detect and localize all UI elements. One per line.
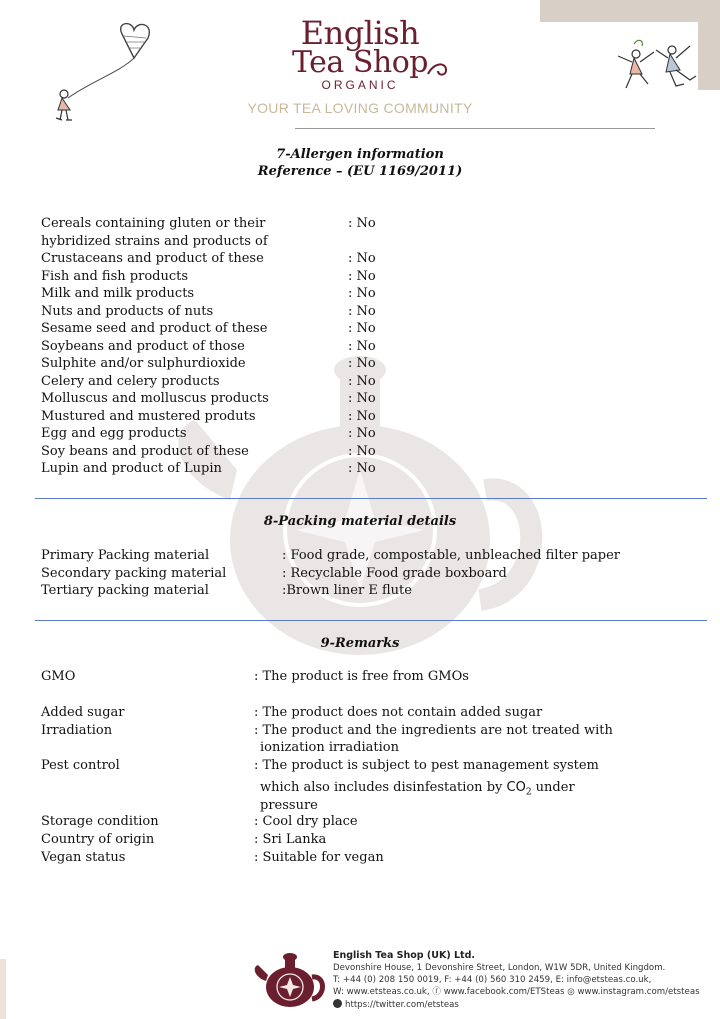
remark-value-text: under	[531, 780, 575, 795]
remark-label: Country of origin	[41, 832, 155, 847]
co2-formula: CO	[506, 780, 526, 795]
remark-label: Pest control	[41, 758, 120, 773]
allergen-value: : No	[348, 338, 376, 354]
footer-address: Devonshire House, 1 Devonshire Street, London, W1W 5DR, United Kingdom.	[333, 963, 666, 973]
brand-logo	[0, 14, 720, 116]
allergen-label: Fish and fish products	[41, 268, 189, 284]
footer-web-links[interactable]: W: www.etsteas.co.uk, ⓕ www.facebook.com/ETSteas ◎ www.instagram.com/etsteas	[333, 987, 700, 998]
allergen-value: : No	[348, 251, 376, 266]
remark-value: : Cool dry place	[254, 814, 358, 829]
section-divider	[35, 620, 707, 621]
packing-value: : Food grade, compostable, unbleached filter paper	[282, 548, 621, 563]
remark-label: Storage condition	[41, 814, 159, 829]
remark-value: : The product and the ingredients are not treated with	[254, 723, 613, 738]
remark-value: : Sri Lanka	[254, 832, 327, 847]
logo-text-english: English	[300, 14, 420, 52]
allergen-label: Sulphite and/or sulphurdioxide	[41, 356, 246, 371]
allergen-value: : No	[348, 356, 376, 371]
logo-text-teashop: Tea Shop	[292, 45, 428, 80]
packing-label: Tertiary packing material	[41, 583, 209, 598]
allergen-value: : No	[348, 391, 376, 406]
allergen-label: Nuts and products of nuts	[41, 303, 214, 319]
packing-value: : Recyclable Food grade boxboard	[282, 565, 507, 581]
brand-tagline: YOUR TEA LOVING COMMUNITY	[247, 100, 473, 116]
remark-value: : The product is subject to pest management system	[254, 758, 599, 773]
allergen-label: Molluscus and molluscus products	[41, 391, 269, 406]
allergen-reference: Reference – (EU 1169/2011)	[257, 164, 463, 179]
remark-value: : The product does not contain added sugar	[254, 705, 543, 720]
remark-value: : The product is free from GMOs	[254, 669, 469, 684]
remark-label: GMO	[41, 669, 76, 684]
remark-value-text: which also includes disinfestation by	[260, 780, 503, 795]
allergen-value: : No	[348, 426, 376, 441]
allergen-label: Sesame seed and product of these	[41, 321, 268, 336]
footer-twitter-link[interactable]	[333, 999, 700, 1011]
allergen-row	[41, 215, 701, 251]
footer-contact	[333, 949, 700, 1011]
packing-label: Primary Packing material	[41, 548, 210, 563]
allergen-value: : No	[348, 286, 376, 301]
allergen-value: : No	[348, 268, 376, 284]
allergen-label: Celery and celery products	[41, 373, 220, 389]
remark-value: ionization irradiation	[260, 740, 399, 755]
allergen-label: Cereals containing gluten or their hybridized strains and products of	[41, 216, 268, 249]
remark-value: : Suitable for vegan	[254, 850, 384, 865]
remark-label: Irradiation	[41, 723, 113, 738]
allergen-label: Crustaceans and product of these	[41, 251, 264, 266]
allergen-value: : No	[348, 303, 376, 319]
allergen-value: : No	[348, 461, 376, 476]
logo-text-organic: ORGANIC	[321, 78, 399, 92]
co2-subscript: 2	[525, 787, 532, 798]
allergen-value: : No	[348, 216, 376, 231]
allergen-label: Milk and milk products	[41, 286, 195, 301]
footer-company: English Tea Shop (UK) Ltd.	[333, 950, 475, 961]
allergen-label: Soybeans and product of those	[41, 338, 245, 354]
teapot-logo-icon	[252, 945, 328, 1011]
allergen-value: : No	[348, 373, 376, 389]
allergen-label: Soy beans and product of these	[41, 443, 249, 459]
footer-phone-email: T: +44 (0) 208 150 0019, F: +44 (0) 560 310 2459, E: info@etsteas.co.uk,	[333, 975, 652, 986]
allergen-label: Egg and egg products	[41, 426, 187, 441]
remark-value: pressure	[260, 798, 318, 813]
allergen-value: : No	[348, 408, 376, 424]
allergen-value: : No	[348, 443, 376, 459]
remark-label: Added sugar	[41, 705, 125, 720]
packing-label: Secondary packing material	[41, 565, 227, 581]
logo-swirl-icon	[426, 60, 450, 80]
twitter-url[interactable]: https://twitter.com/etsteas	[345, 999, 459, 1010]
remarks-section-title: 9-Remarks	[320, 636, 400, 651]
twitter-icon	[333, 999, 342, 1008]
allergen-label: Lupin and product of Lupin	[41, 461, 222, 476]
allergen-label: Mustured and mustered produts	[41, 408, 256, 424]
remark-label: Vegan status	[41, 850, 126, 865]
section-divider	[35, 498, 707, 499]
packing-value: :Brown liner E flute	[282, 583, 412, 598]
packing-section-title: 8-Packing material details	[263, 514, 457, 529]
header-divider	[295, 128, 655, 129]
allergen-section-title: 7-Allergen information	[276, 147, 444, 162]
allergen-value: : No	[348, 321, 376, 336]
